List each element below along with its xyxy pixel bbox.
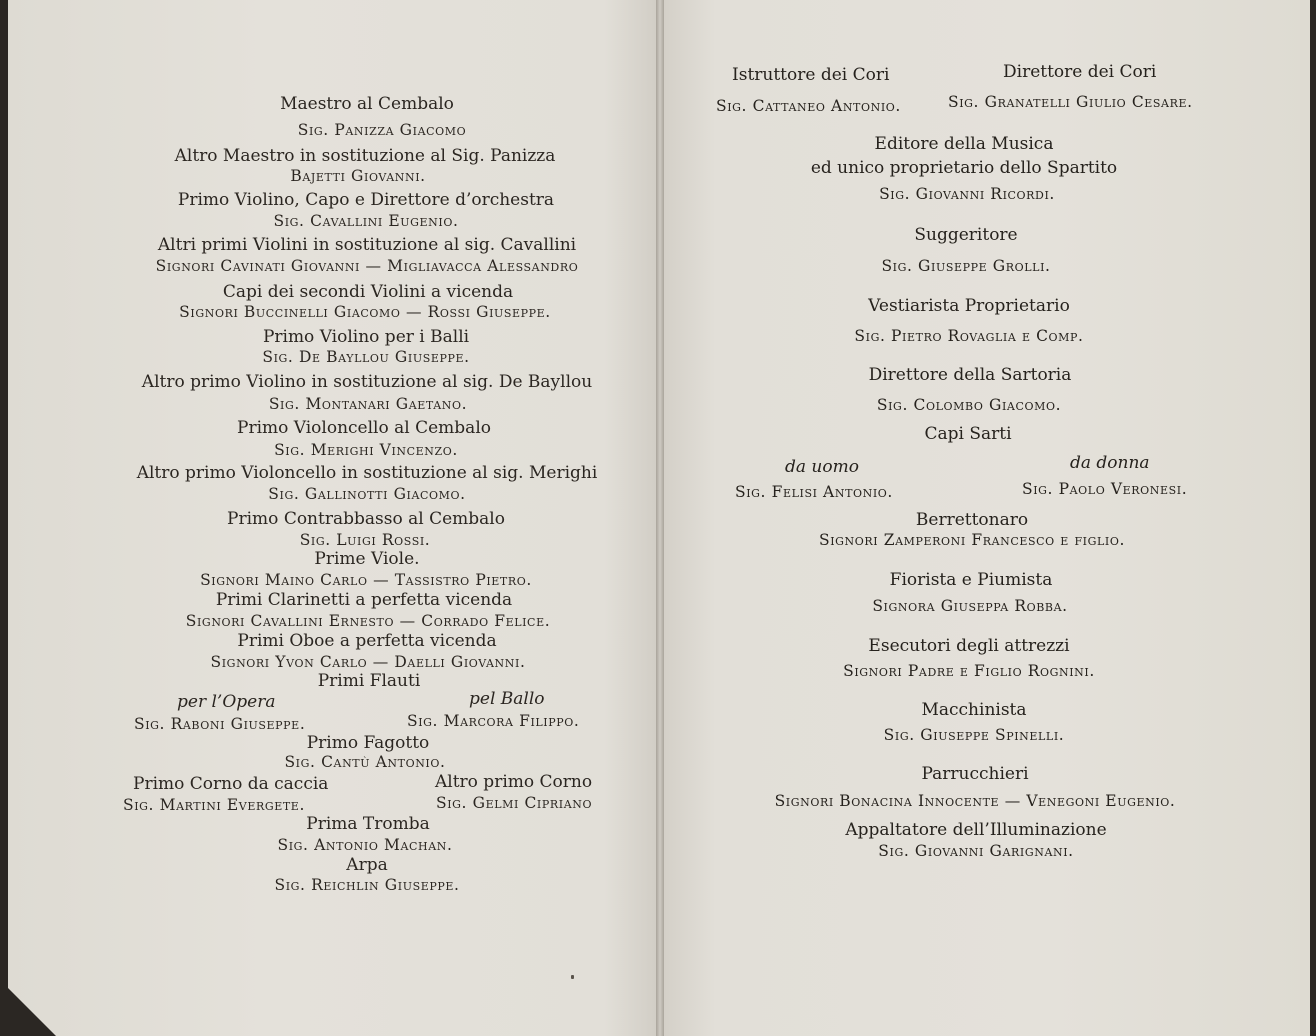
heading-line: Altri primi Violini in sostituzione al sig. Cavallini <box>157 235 577 255</box>
name-line: Sig. Giovanni Ricordi. <box>879 185 1055 203</box>
book-gutter <box>656 0 664 1036</box>
name-line: Sig. Luigi Rossi. <box>299 531 431 549</box>
heading-line: ed unico proprietario dello Spartito <box>810 158 1118 178</box>
heading-line: Altro primo Corno <box>435 772 593 792</box>
heading-line: Arpa <box>346 855 388 875</box>
name-line: Bajetti Giovanni. <box>290 167 426 185</box>
heading-line: Capi dei secondi Violini a vicenda <box>222 282 514 302</box>
name-line: Sig. Giuseppe Grolli. <box>881 257 1051 275</box>
subheading-opera: per l’Opera <box>177 692 276 712</box>
name-line: Signori Maino Carlo — Tassistro Pietro. <box>200 571 532 589</box>
ink-speck <box>571 975 574 979</box>
heading-line: Primo Corno da caccia <box>133 774 329 794</box>
heading-line: Prime Viole. <box>314 549 420 569</box>
heading-line: Primi Clarinetti a perfetta vicenda <box>215 590 513 610</box>
heading-line: Prima Tromba <box>306 814 430 834</box>
heading-line: Primi Flauti <box>317 671 421 691</box>
heading-line: Primo Violino per i Balli <box>262 327 470 347</box>
name-line: Sig. Paolo Veronesi. <box>1022 480 1188 498</box>
name-line: Signori Buccinelli Giacomo — Rossi Giuseppe. <box>179 303 551 321</box>
heading-line: Direttore della Sartoria <box>868 365 1072 385</box>
name-line: Sig. Martini Evergete. <box>123 796 305 814</box>
heading-line: Primo Contrabbasso al Cembalo <box>227 509 505 529</box>
heading-line: Appaltatore dell’Illuminazione <box>845 820 1107 840</box>
name-line: Sig. Gallinotti Giacomo. <box>268 485 466 503</box>
name-line: Signori Padre e Figlio Rognini. <box>843 662 1095 680</box>
heading-line: Editore della Musica <box>874 134 1054 154</box>
name-line: Signora Giuseppa Robba. <box>872 597 1068 615</box>
name-line: Sig. Granatelli Giulio Cesare. <box>948 93 1193 111</box>
heading-line: Primo Violino, Capo e Direttore d’orchestra <box>177 190 555 210</box>
heading-line: Parrucchieri <box>921 764 1029 784</box>
name-line: Sig. Montanari Gaetano. <box>268 395 468 413</box>
name-line: Sig. Antonio Machan. <box>277 836 453 854</box>
name-line: Signori Cavinati Giovanni — Migliavacca Alessandro <box>155 257 579 275</box>
torn-corner <box>8 988 56 1036</box>
heading-line: Primi Oboe a perfetta vicenda <box>237 631 497 651</box>
name-line: Signori Bonacina Innocente — Venegoni Eugenio. <box>774 792 1176 810</box>
name-line: Signori Yvon Carlo — Daelli Giovanni. <box>210 653 526 671</box>
heading-line: Primo Fagotto <box>306 733 430 753</box>
name-line: Sig. Panizza Giacomo <box>297 121 467 139</box>
subheading-donna: da donna <box>1070 453 1150 473</box>
heading-line: Capi Sarti <box>924 424 1012 444</box>
name-line: Sig. Gelmi Cipriano <box>436 794 593 812</box>
heading-line: Altro primo Violino in sostituzione al sig. De Bayllou <box>141 372 593 392</box>
name-line: Sig. Marcora Filippo. <box>407 712 580 730</box>
name-line: Sig. Pietro Rovaglia e Comp. <box>854 327 1084 345</box>
subheading-ballo: pel Ballo <box>469 689 545 709</box>
name-line: Sig. Felisi Antonio. <box>735 483 893 501</box>
heading-line: Primo Violoncello al Cembalo <box>237 418 491 438</box>
name-line: Sig. De Bayllou Giuseppe. <box>262 348 470 366</box>
subheading-uomo: da uomo <box>785 457 859 477</box>
heading-line: Direttore dei Cori <box>1003 62 1157 82</box>
name-line: Sig. Reichlin Giuseppe. <box>274 876 460 894</box>
name-line: Sig. Raboni Giuseppe. <box>134 715 306 733</box>
name-line: Signori Zamperoni Francesco e figlio. <box>818 531 1126 549</box>
heading-line: Berrettonaro <box>915 510 1029 530</box>
name-line: Sig. Colombo Giacomo. <box>876 396 1062 414</box>
name-line: Sig. Cantù Antonio. <box>284 753 446 771</box>
heading-line: Macchinista <box>921 700 1027 720</box>
name-line: Signori Cavallini Ernesto — Corrado Felice. <box>185 612 551 630</box>
heading-line: Esecutori degli attrezzi <box>868 636 1070 656</box>
heading-line: Vestiarista Proprietario <box>868 296 1070 316</box>
heading-line: Altro Maestro in sostituzione al Sig. Panizza <box>174 146 556 166</box>
heading-line: Istruttore dei Cori <box>732 65 890 85</box>
heading-line: Fiorista e Piumista <box>889 570 1053 590</box>
heading-line: Suggeritore <box>914 225 1018 245</box>
name-line: Sig. Giuseppe Spinelli. <box>883 726 1065 744</box>
name-line: Sig. Giovanni Garignani. <box>878 842 1074 860</box>
heading-line: Altro primo Violoncello in sostituzione al sig. Merighi <box>136 463 598 483</box>
name-line: Sig. Cattaneo Antonio. <box>716 97 901 115</box>
left-page <box>8 0 656 1036</box>
heading-line: Maestro al Cembalo <box>280 94 454 114</box>
name-line: Sig. Merighi Vincenzo. <box>274 441 458 459</box>
name-line: Sig. Cavallini Eugenio. <box>273 212 459 230</box>
right-page <box>664 0 1310 1036</box>
